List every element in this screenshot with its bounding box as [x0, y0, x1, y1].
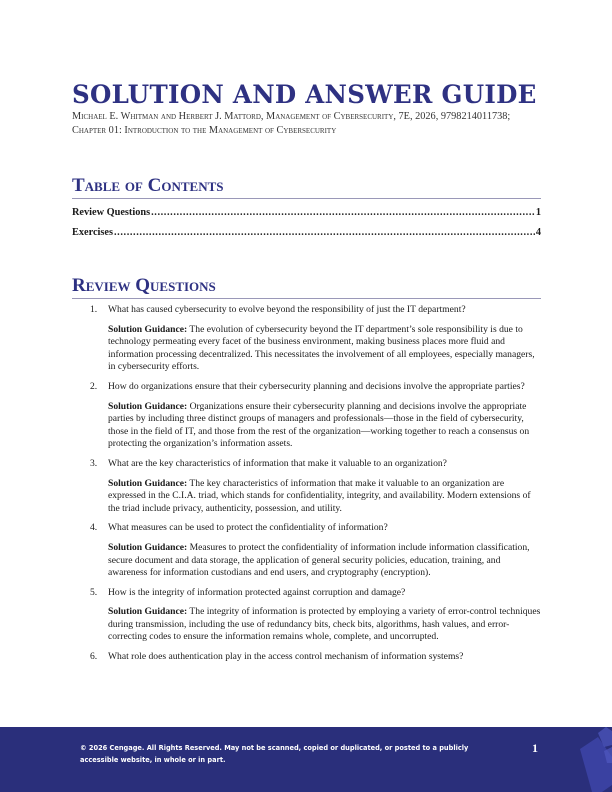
question-text: What are the key characteristics of information that make it valuable to an organization? — [108, 457, 447, 469]
question-number: 6. — [90, 651, 98, 663]
question-item — [72, 304, 542, 374]
guidance-text: Measures to protect the confidentiality of information include information classification, secure document and data storage, the application of general security policies, education, training, and awareness for information custodians and end users, and cryptography (encryption). — [108, 541, 530, 579]
question-item — [72, 651, 542, 664]
toc-item-page: 1 — [535, 207, 541, 218]
review-questions-list — [72, 304, 542, 671]
copyright-notice: © 2026 Cengage. All Rights Reserved. May not be scanned, copied or duplicated, or posted to a publicly accessible website, in whole or in part. — [80, 744, 469, 764]
question-text: How do organizations ensure that their cybersecurity planning and decisions involve the appropriate parties? — [108, 380, 525, 392]
cengage-decorative-shapes-icon — [552, 727, 612, 792]
solution-guidance — [108, 542, 542, 580]
toc-heading: Table of Contents — [72, 176, 541, 199]
guidance-text: The evolution of cybersecurity beyond the IT department’s sole responsibility is due to technology permeating every facet of the business environment, making business places more fluid and information processing decentralized. This necessitates the involvement of all employees, especially managers, in cybersecurity efforts. — [108, 323, 535, 373]
question-item — [72, 587, 542, 644]
guidance-label: Solution Guidance: — [108, 606, 188, 618]
page-number: 1 — [532, 741, 538, 755]
table-of-contents — [72, 207, 541, 247]
document-subtitle: Michael E. Whitman and Herbert J. Mattord, Management of Cybersecurity, 7E, 2026, 9798214011738; Chapter 01: Introduction to the Management of Cybersecurity — [72, 111, 511, 136]
solution-guidance — [108, 478, 542, 516]
toc-item-label: Exercises — [72, 227, 113, 238]
question-number: 3. — [90, 457, 98, 469]
question-number: 1. — [90, 304, 98, 315]
question-item — [72, 458, 542, 515]
toc-item-label: Review Questions — [72, 207, 151, 218]
question-number: 2. — [90, 380, 98, 392]
guidance-label: Solution Guidance: — [108, 541, 188, 553]
solution-guidance — [108, 606, 542, 644]
review-questions-heading: Review Questions — [72, 276, 541, 299]
guidance-text: Organizations ensure their cybersecurity planning and decisions involve the appropriate parties by including three distinct groups of managers and professionals—those in the field of cybersecurity, those in the field of IT, and those from the rest of the organization—working together to reach a consensus on protecting the organization’s information assets. — [108, 400, 530, 450]
question-item — [72, 522, 542, 579]
page-footer — [0, 727, 612, 792]
guidance-label: Solution Guidance: — [108, 477, 188, 489]
guidance-label: Solution Guidance: — [108, 400, 188, 412]
guidance-label: Solution Guidance: — [108, 323, 188, 335]
question-text: What has caused cybersecurity to evolve beyond the responsibility of just the IT department? — [108, 304, 466, 315]
toc-leader-dots — [151, 207, 535, 218]
question-number: 5. — [90, 586, 98, 598]
toc-item-page: 4 — [535, 227, 541, 238]
guidance-text: The integrity of information is protected by employing a variety of error-control techniques during transmission, including the use of redundancy bits, check bits, algorithms, hash values, and error-correcting codes to ensure the information remains whole, complete, and uncorrupted. — [108, 606, 541, 643]
document-title: SOLUTION AND ANSWER GUIDE — [72, 80, 537, 109]
question-number: 4. — [90, 522, 98, 534]
solution-guidance — [108, 324, 542, 374]
solution-guidance — [108, 401, 542, 451]
question-text: What role does authentication play in the access control mechanism of information systems? — [108, 651, 464, 663]
question-text: How is the integrity of information protected against corruption and damage? — [108, 586, 406, 598]
toc-item-review-questions[interactable] — [72, 207, 541, 227]
question-text: What measures can be used to protect the confidentiality of information? — [108, 522, 388, 534]
toc-item-exercises[interactable] — [72, 227, 541, 247]
guidance-text: The key characteristics of information that make it valuable to an organization are expressed in the C.I.A. triad, which stands for confidentiality, integrity, and availability. Modern extensions of the triad include privacy, authenticity, possession, and utility. — [108, 477, 531, 514]
toc-leader-dots — [114, 227, 535, 238]
question-item — [72, 381, 542, 451]
